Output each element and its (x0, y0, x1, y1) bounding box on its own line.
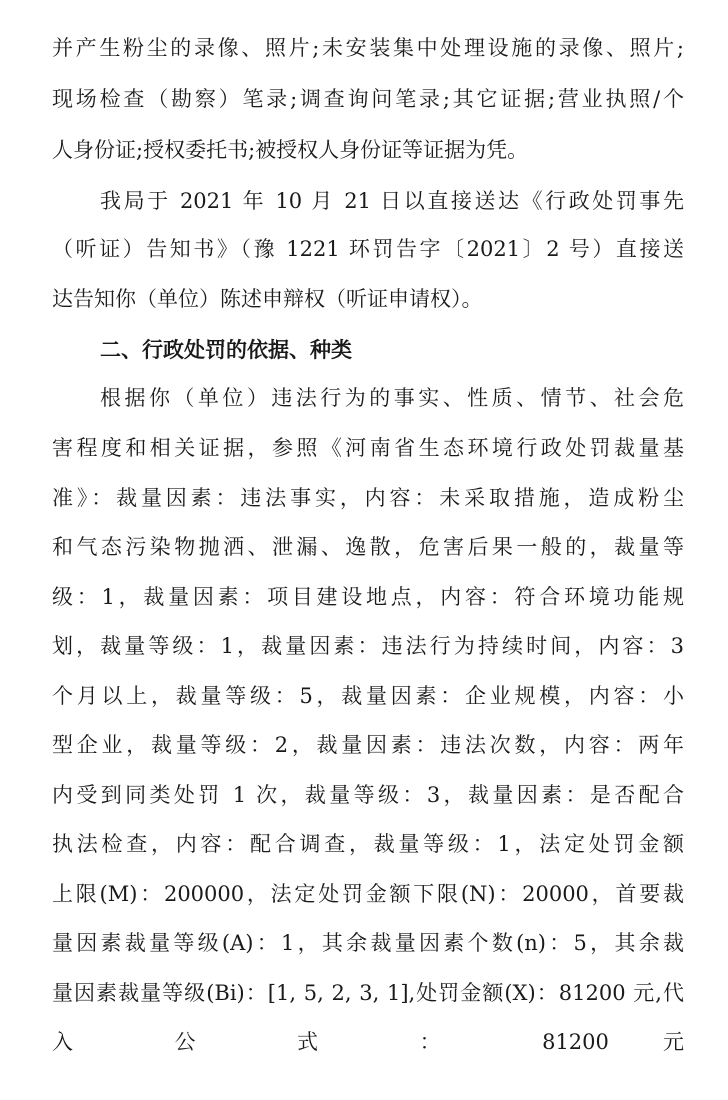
text-line: 根据你（单位）违法行为的事实、性质、情节、社会危 (100, 386, 684, 410)
text-line: 划，裁量等级：1，裁量因素：违法行为持续时间，内容：3 (52, 634, 684, 658)
text-line: 害程度和相关证据，参照《河南省生态环境行政处罚裁量基 (52, 436, 684, 460)
text-line: 准》：裁量因素：违法事实，内容：未采取措施，造成粉尘 (52, 486, 684, 510)
text-line: 执法检查，内容：配合调查，裁量等级：1，法定处罚金额 (52, 832, 684, 856)
text-line: （听证）告知书》（豫 1221 环罚告字〔2021〕2 号）直接送 (52, 237, 684, 261)
text-line: 内受到同类处罚 1 次，裁量等级：3，裁量因素：是否配合 (52, 783, 684, 807)
text-line: 个月以上，裁量等级：5，裁量因素：企业规模，内容：小 (52, 684, 684, 708)
text-line: 上限(M)：200000，法定处罚金额下限(N)：20000，首要裁 (52, 882, 684, 906)
text-line: 我局于 2021 年 10 月 21 日以直接送达《行政处罚事先 (100, 189, 684, 213)
text-line: 量因素裁量等级(A)：1，其余裁量因素个数(n)：5，其余裁 (52, 931, 684, 955)
text-line: 达告知你（单位）陈述申辩权（听证申请权）。 (52, 287, 483, 311)
text-line: 型企业，裁量等级：2，裁量因素：违法次数，内容：两年 (52, 733, 684, 757)
text-line: 入 公 式 ： 81200 元 (52, 1030, 684, 1054)
text-line: 人身份证;授权委托书;被授权人身份证等证据为凭。 (52, 138, 529, 162)
section-heading: 二、行政处罚的依据、种类 (100, 338, 352, 362)
text-line: 并产生粉尘的录像、照片;未安装集中处理设施的录像、照片; (52, 36, 684, 60)
text-line: 级：1，裁量因素：项目建设地点，内容：符合环境功能规 (52, 585, 684, 609)
text-line: 和气态污染物抛洒、泄漏、逸散，危害后果一般的，裁量等 (52, 535, 684, 559)
text-line: 量因素裁量等级(Bi)：[1, 5, 2, 3, 1],处罚金额(X)：81200 元,代 (52, 981, 684, 1005)
text-line: 现场检查（勘察）笔录;调查询问笔录;其它证据;营业执照/个 (52, 87, 684, 111)
